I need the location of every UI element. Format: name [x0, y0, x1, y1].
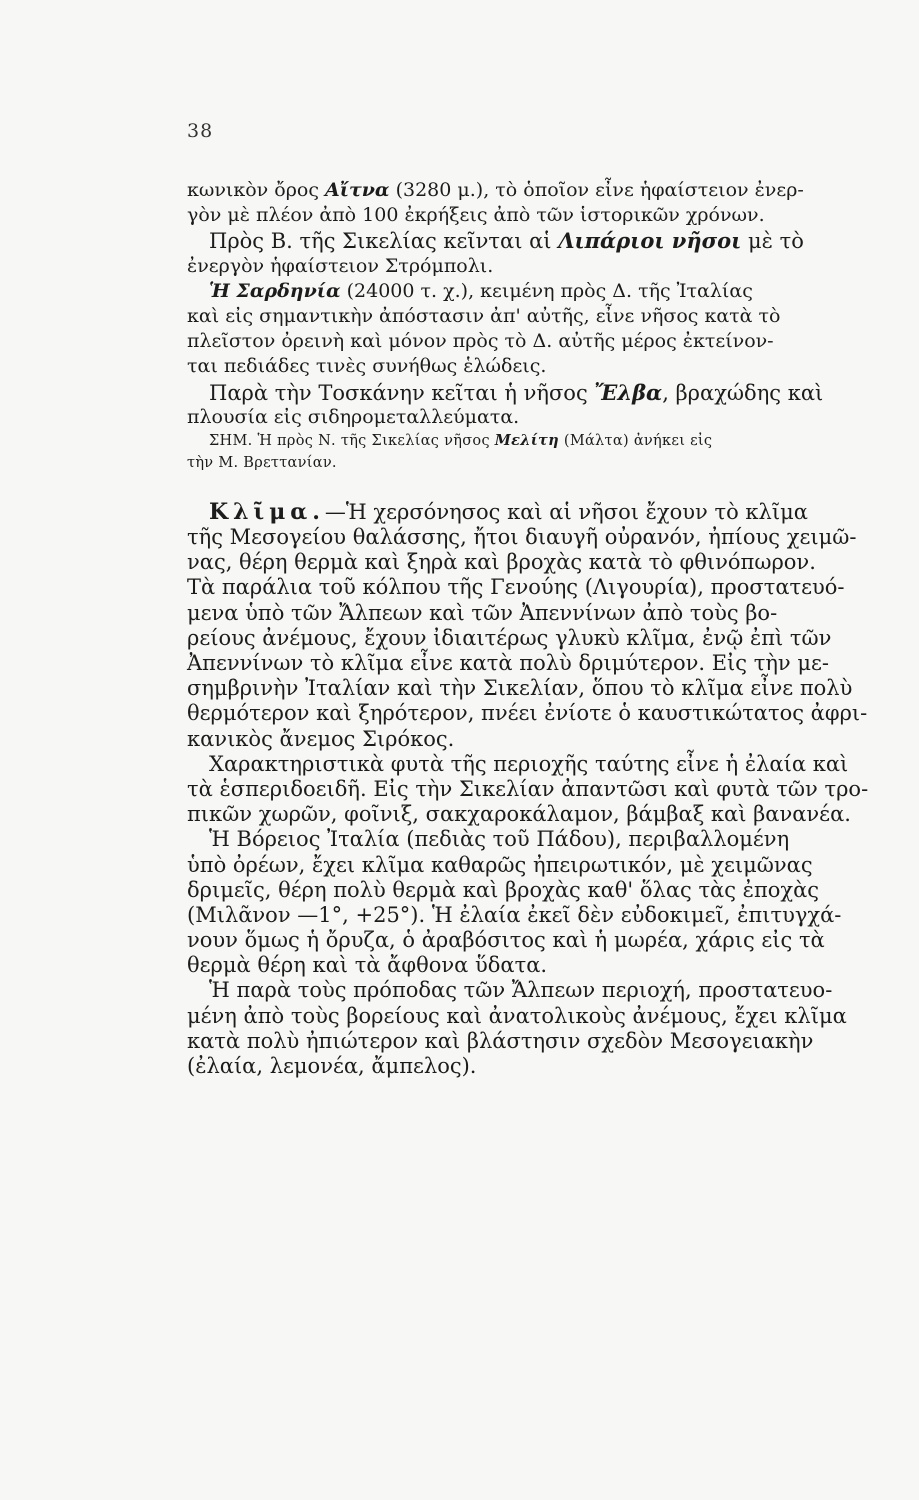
text-line: Παρὰ τὴν Τοσκάνην κεῖται ἡ νῆσος Ἔλβα, βραχώδης καὶ	[209, 379, 824, 405]
text-line: μενα ὑπὸ τῶν Ἄλπεων καὶ τῶν Ἀπεννίνων ἀπὸ τοὺς βο-	[187, 600, 778, 625]
text-line: δριμεῖς, θέρη πολὺ θερμὰ καὶ βροχὰς καθ' ὅλας τὰς ἐποχὰς	[187, 877, 820, 902]
text-line: ται πεδιάδες τινὲς συνήθως ἑλώδεις.	[187, 355, 547, 378]
page-number: 38	[187, 120, 214, 142]
section-heading: Κλῖμα.	[209, 498, 325, 525]
text-line: σημβρινὴν Ἰταλίαν καὶ τὴν Σικελίαν, ὅπου τὸ κλῖμα εἶνε πολὺ	[187, 676, 853, 701]
text-line: (Μιλᾶνον —1°, +25°). Ἡ ἐλαία ἐκεῖ δὲν εὐδοκιμεῖ, ἐπιτυγχά-	[187, 902, 842, 927]
text-line: —Ἡ χερσόνησος καὶ αἱ νῆσοι ἔχουν τὸ κλῖμα	[324, 499, 808, 524]
text-line: Τὰ παράλια τοῦ κόλπου τῆς Γενούης (Λιγουρία), προστατευό-	[187, 575, 845, 600]
text-line: γὸν μὲ πλέον ἀπὸ 100 ἐκρήξεις ἀπὸ τῶν ἱστορικῶν χρόνων.	[187, 204, 765, 227]
text-line: νουν ὅμως ἡ ὄρυζα, ὁ ἀραβόσιτος καὶ ἡ μωρέα, χάρις εἰς τὰ	[187, 928, 825, 953]
text-line: Ἀπεννίνων τὸ κλῖμα εἶνε κατὰ πολὺ δριμύτερον. Εἰς τὴν με-	[187, 651, 829, 675]
note-line: τὴν Μ. Βρεττανίαν.	[187, 454, 337, 471]
text-line: πλεῖστον ὀρεινὴ καὶ μόνον πρὸς τὸ Δ. αὐτῆς μέρος ἐκτείνον-	[187, 330, 774, 353]
klima-first-line	[187, 500, 905, 525]
text-line: Ἡ παρὰ τοὺς πρόποδας τῶν Ἄλπεων περιοχή, προστατευο-	[209, 978, 833, 1003]
text-line: πλουσία εἰς σιδηρομεταλλεύματα.	[187, 405, 520, 428]
text-line: μένη ἀπὸ τοὺς βορείους καὶ ἀνατολικοὺς ἀνέμους, ἔχει κλῖμα	[187, 1003, 847, 1028]
note-line: ΣΗΜ. Ἡ πρὸς Ν. τῆς Σικελίας νῆσος Μελίτη (Μάλτα) ἀνήκει εἰς	[209, 431, 713, 449]
text-line: (ἐλαία, λεμονέα, ἄμπελος).	[187, 1054, 477, 1078]
text-line: ἐνεργὸν ἡφαίστειον Στρόμπολι.	[187, 254, 494, 277]
body-text	[187, 178, 905, 1079]
emphasized-name: Λιπάριοι νῆσοι	[558, 228, 742, 254]
text-line: καὶ εἰς σημαντικὴν ἀπόστασιν ἀπ' αὐτῆς, εἶνε νῆσος κατὰ τὸ	[187, 304, 781, 327]
text-line: Πρὸς Β. τῆς Σικελίας κεῖνται αἱ Λιπάριοι νῆσοι μὲ τὸ	[209, 228, 804, 254]
emphasized-name: Ἡ Σαρδηνία	[209, 279, 341, 302]
text-line: νας, θέρη θερμὰ καὶ ξηρὰ καὶ βροχὰς κατὰ τὸ φθινόπωρον.	[187, 550, 816, 575]
text-line: Χαρακτηριστικὰ φυτὰ τῆς περιοχῆς ταύτης εἶνε ἡ ἐλαία καὶ	[209, 751, 849, 776]
text-line: τῆς Μεσογείου θαλάσσης, ἤτοι διαυγῆ οὐρανόν, ἠπίους χειμῶ-	[187, 525, 857, 550]
text-line: πικῶν χωρῶν, φοῖνιξ, σακχαροκάλαμον, βάμβαξ καὶ βανανέα.	[187, 802, 851, 827]
text-line: Ἡ Σαρδηνία (24000 τ. χ.), κειμένη πρὸς Δ. τῆς Ἰταλίας	[209, 279, 753, 302]
emphasized-name: Αἴτνα	[325, 179, 390, 201]
text-line: θερμὰ θέρη καὶ τὰ ἄφθονα ὕδατα.	[187, 953, 548, 978]
emphasized-name: Μελίτη	[494, 431, 559, 449]
text-line: τὰ ἑσπεριδοειδῆ. Εἰς τὴν Σικελίαν ἀπαντῶσι καὶ φυτὰ τῶν τρο-	[187, 776, 869, 801]
text-line: θερμότερον καὶ ξηρότερον, πνέει ἐνίοτε ὁ καυστικώτατος ἀφρι-	[187, 701, 868, 726]
text-line: κατὰ πολὺ ἠπιώτερον καὶ βλάστησιν σχεδὸν Μεσογειακὴν	[187, 1028, 814, 1053]
text-line: κανικὸς ἄνεμος Σιρόκος.	[187, 726, 455, 751]
emphasized-name: Ἔλβα	[594, 379, 663, 405]
text-line: ρείους ἀνέμους, ἔχουν ἰδιαιτέρως γλυκὺ κλῖμα, ἐνῷ ἐπὶ τῶν	[187, 625, 832, 650]
text-line: Ἡ Βόρειος Ἰταλία (πεδιὰς τοῦ Πάδου), περιβαλλομένη	[209, 827, 790, 852]
text-line: κωνικὸν ὄρος Αἴτνα (3280 μ.), τὸ ὁποῖον εἶνε ἡφαίστειον ἐνερ-	[187, 179, 804, 201]
text-line: ὑπὸ ὀρέων, ἔχει κλῖμα καθαρῶς ἠπειρωτικόν, μὲ χειμῶνας	[187, 852, 813, 877]
